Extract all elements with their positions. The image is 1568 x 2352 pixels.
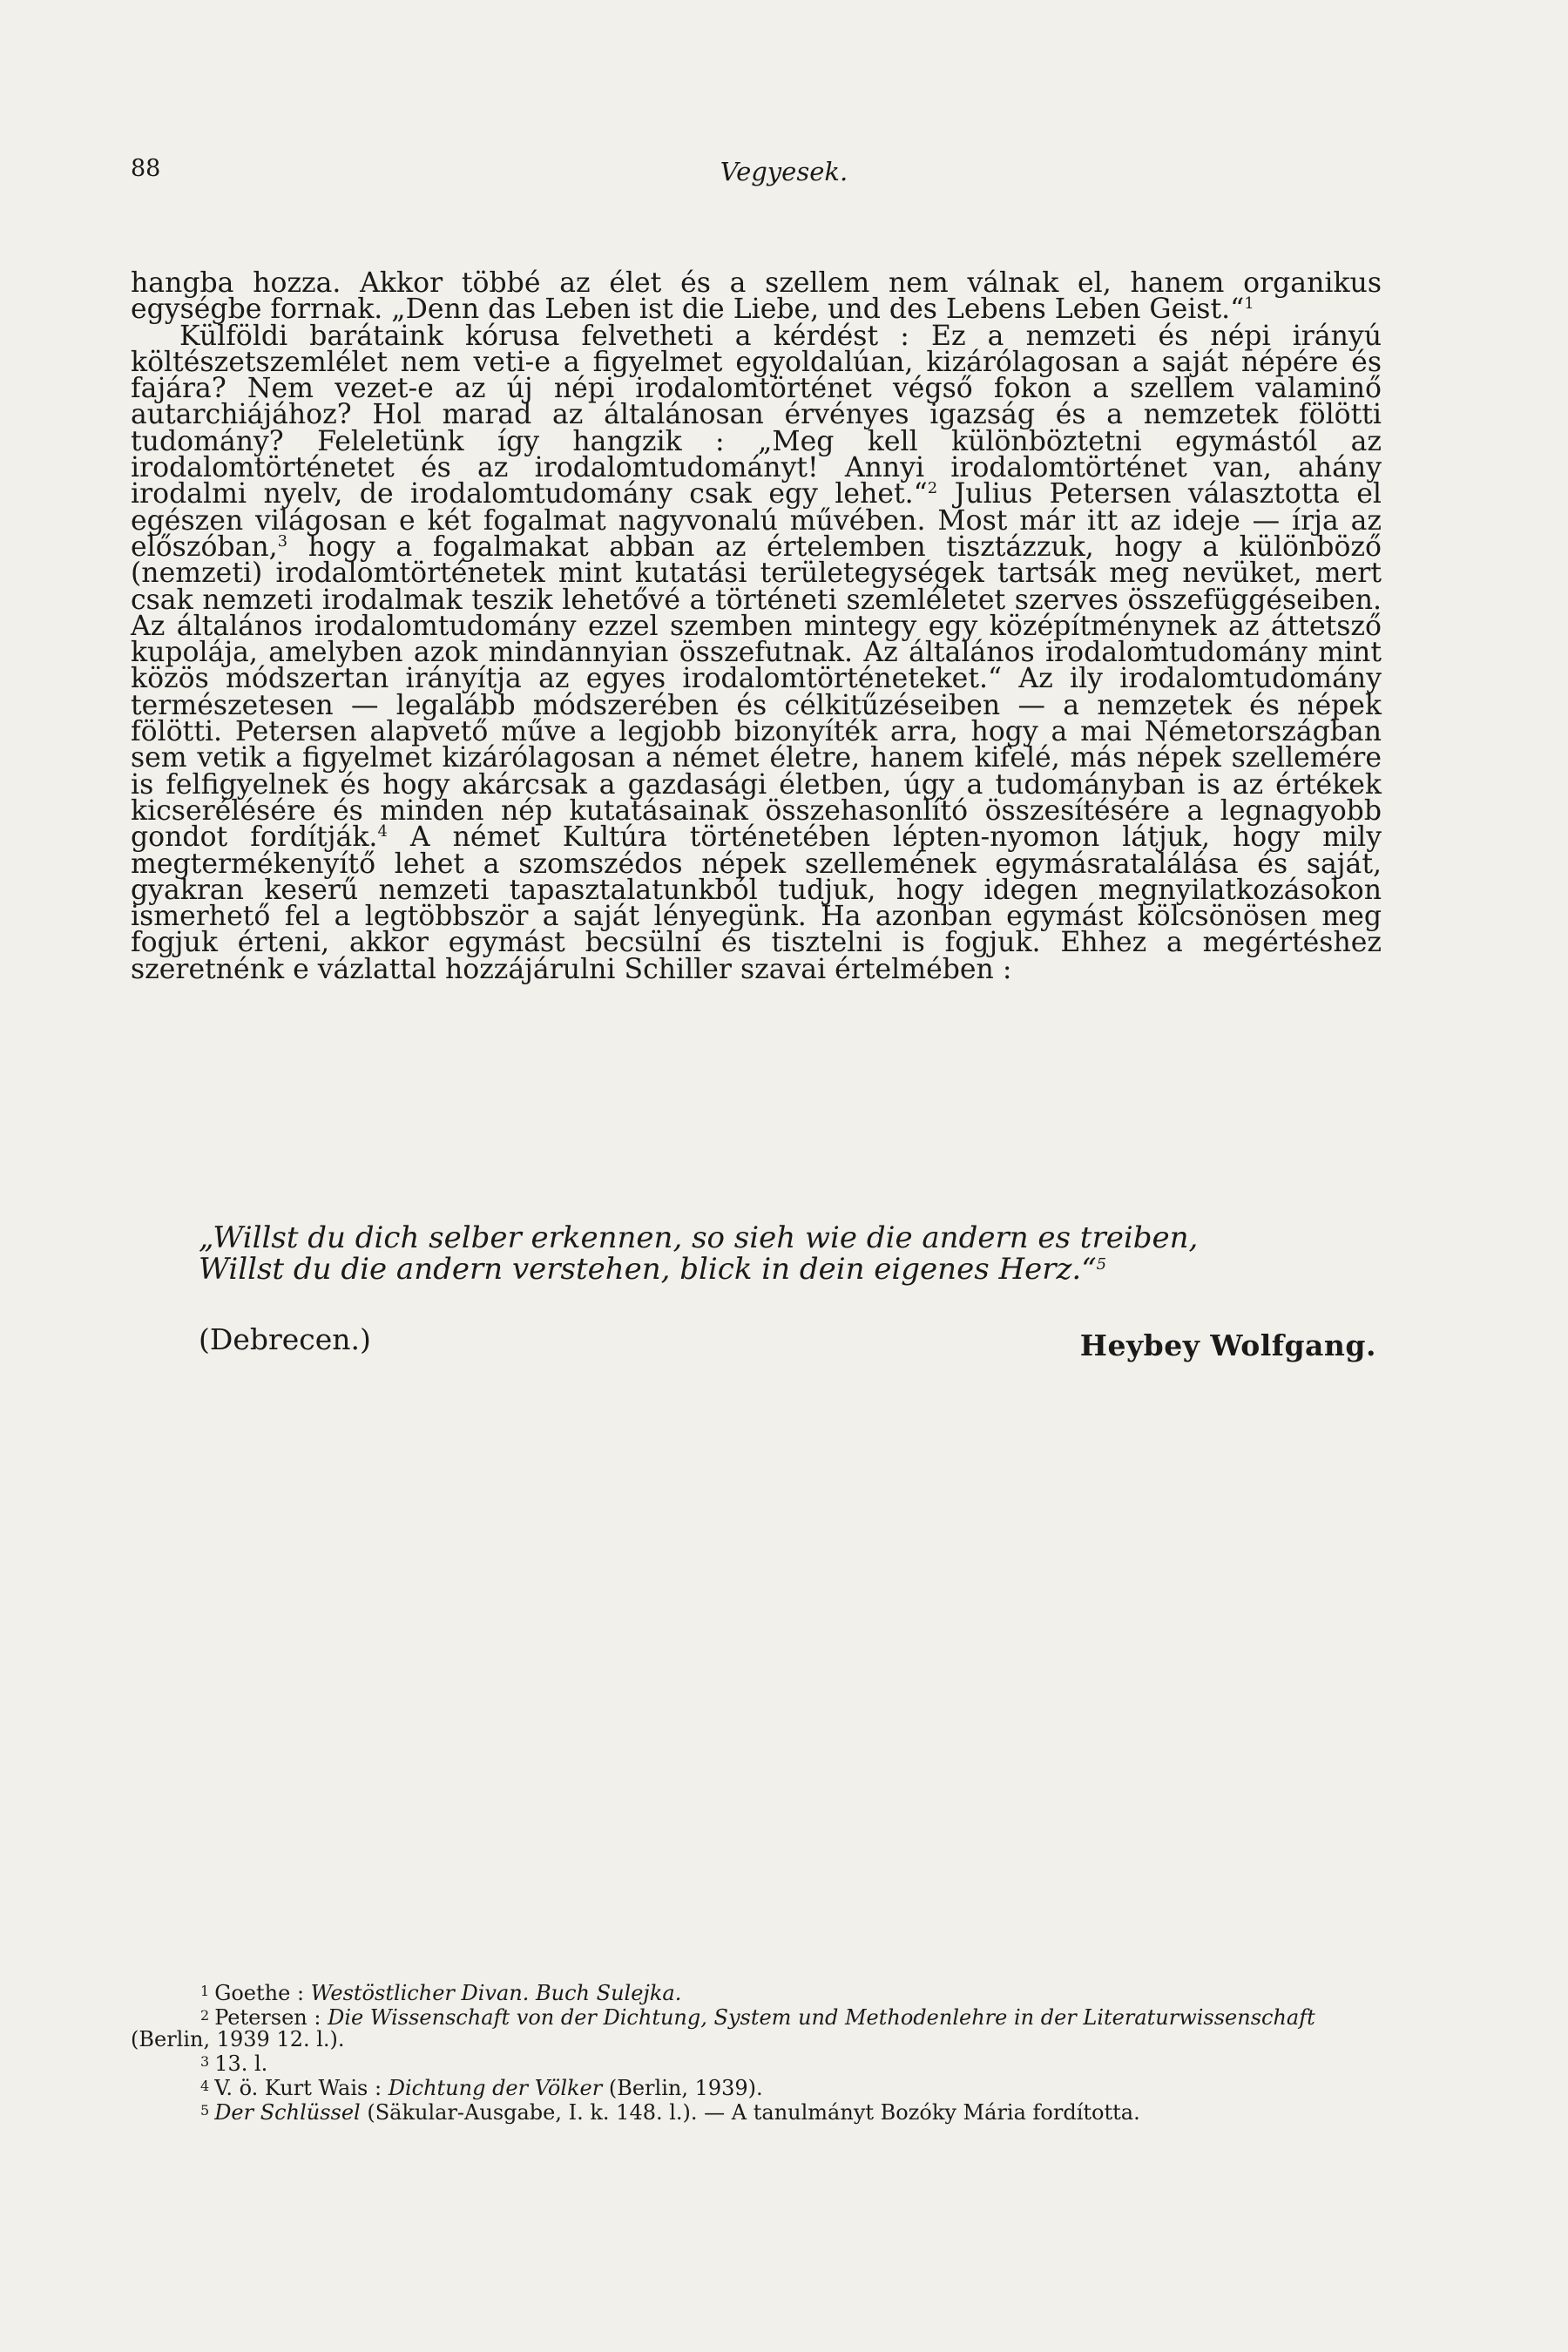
paragraph-2-text-c: hogy a fogalmakat abban az értelemben tisztázzuk, hogy a különböző (nemzeti) irodalomtörténetek mint kutatási területegységek tartsák meg nevüket, mert csak nemzeti irodalmak teszik lehetővé a történeti szemléletet szerves összefüggéseiben. Az általános irodalomtudomány ezzel szemben mintegy egy középítménynek az áttetsző kupolája, amelyben azok mindannyian összefutnak. Az általános irodalomtudomány mint közös módszertan irányítja az egyes irodalomtörténeteket.“ Az ily irodalomtudomány természetesen — legalább módszerében és célkitűzéseiben — a nemzetek és népek fölötti. Petersen alapvető műve a legjobb bizonyíték arra, hogy a mai Németországban sem vetik a figyelmet kizárólagosan a német életre, hanem kifelé, más népek szellemére is felfigyelnek és hogy akárcsak a gazdasági életben, úgy a tudományban is az értékek kicserélésére és minden nép kutatásainak összehasonlító összesítésére a legnagyobb gondot fordítják. bbox=[131, 531, 1382, 854]
footnote-text: (Säkular-Ausgabe, I. k. 148. l.). — A tanulmányt Bozóky Mária fordította. bbox=[360, 2100, 1140, 2125]
footnote-ref-1: 1 bbox=[1244, 294, 1254, 314]
footnote-text: Der Schlüssel bbox=[214, 2100, 361, 2125]
footnote-1 bbox=[131, 1980, 1333, 2004]
paragraph-1 bbox=[131, 267, 1382, 326]
footnote-text: (Berlin, 1939). bbox=[602, 2076, 763, 2100]
schiller-quote bbox=[199, 1222, 1331, 1285]
footnote-number: 2 bbox=[200, 2007, 210, 2024]
author-signature: Heybey Wolfgang. bbox=[1079, 1328, 1376, 1362]
footnote-4 bbox=[131, 2075, 1333, 2099]
footnote-text: V. ö. Kurt Wais : bbox=[214, 2076, 389, 2100]
footnote-number: 5 bbox=[200, 2102, 210, 2119]
quote-line-2-text: Willst du die andern verstehen, blick in dein eigenes Herz.“ bbox=[199, 1252, 1097, 1287]
footnote-text: Die Wissenschaft von der Dichtung, System und Methodenlehre in der Literaturwissenschaft bbox=[328, 2005, 1315, 2030]
footnote-text: 13. l. bbox=[214, 2051, 268, 2076]
footnote-ref-2: 2 bbox=[927, 479, 938, 498]
paragraph-2-text-b: Julius Petersen választotta el egészen világosan e két fogalmat nagyvonalú művében. Most már itt az ideje — írja az előszóban, bbox=[131, 478, 1382, 563]
footnote-2 bbox=[131, 2004, 1333, 2051]
paragraph-2-text-d: A német Kultúra történetében lépten-nyomon látjuk, hogy mily megtermékenyítő lehet a szomszédos népek szellemének egymásratalálása és saját, gyakran keserű nemzeti tapasztalatunkból tudjuk, hogy idegen megnyilatkozásokon ismerhető fel a legtöbbször a saját lényegünk. Ha azonban egymást kölcsönösen meg fogjuk érteni, akkor egymást becsülni és tisztelni is fogjuk. Ehhez a megértéshez szeretnénk e vázlattal hozzájárulni Schiller szavai értelmében : bbox=[131, 821, 1382, 985]
place-of-writing: (Debrecen.) bbox=[199, 1322, 371, 1356]
footnote-ref-5: 5 bbox=[1096, 1255, 1107, 1274]
footnote-ref-4: 4 bbox=[377, 822, 388, 841]
footnote-text: Westöstlicher Divan. Buch Sulejka. bbox=[310, 1981, 682, 2005]
quote-line-1: „Willst du dich selber erkennen, so sieh wie die andern es treiben, bbox=[199, 1220, 1199, 1255]
footnote-3 bbox=[131, 2051, 1333, 2075]
footnote-ref-3: 3 bbox=[277, 531, 288, 551]
paragraph-2-text-a: Külföldi barátaink kórusa felvetheti a kérdést : Ez a nemzeti és népi irányú költészetszemlélet nem veti-e a figyelmet egyoldalúan, kizárólagosan a saját népére és fajára? Nem vezet-e az új népi irodalomtörténet végső fokon a szellem valaminő autarchiájához? Hol marad az általánosan érvényes igazság és a nemzetek fölötti tudomány? Feleletünk így hangzik : „Meg kell különböztetni egymástól az irodalomtörténetet és az irodalomtudományt! Annyi irodalomtörténet van, ahány irodalmi nyelv, de irodalomtudomány csak egy lehet.“ bbox=[131, 320, 1382, 510]
footnote-5 bbox=[131, 2099, 1333, 2124]
footnote-number: 1 bbox=[200, 1983, 210, 1999]
running-title: Vegyesek. bbox=[720, 157, 848, 186]
paragraph-2 bbox=[131, 320, 1382, 985]
page-number: 88 bbox=[131, 155, 161, 182]
footnotes bbox=[131, 1980, 1333, 2124]
quote-line-2 bbox=[199, 1254, 1331, 1285]
footnote-text: Dichtung der Völker bbox=[388, 2076, 603, 2100]
body-text bbox=[131, 267, 1382, 985]
footnote-text: Petersen : bbox=[214, 2005, 328, 2030]
footnote-number: 3 bbox=[200, 2053, 210, 2070]
footnote-number: 4 bbox=[200, 2078, 210, 2094]
footnote-text: Goethe : bbox=[214, 1981, 311, 2005]
footnote-text: (Berlin, 1939 12. l.). bbox=[131, 2027, 345, 2051]
paragraph-1-text: hangba hozza. Akkor többé az élet és a szellem nem válnak el, hanem organikus egységbe forrnak. „Denn das Leben ist die Liebe, und des Lebens Leben Geist.“ bbox=[131, 267, 1382, 326]
